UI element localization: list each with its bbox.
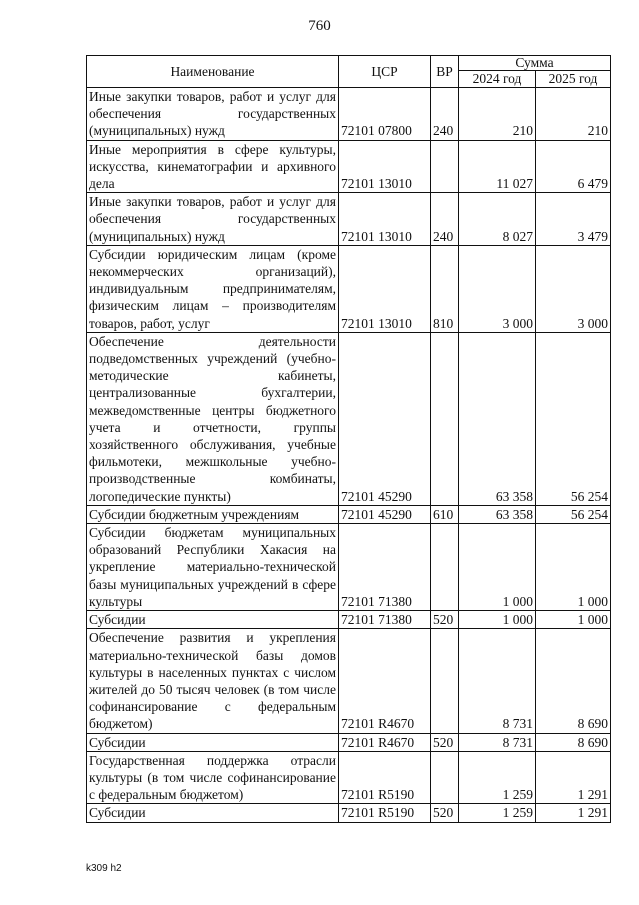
row-vr: 520	[431, 611, 459, 629]
row-name: Субсидии	[87, 733, 339, 751]
row-amount-2025: 56 254	[536, 505, 611, 523]
row-amount-2024: 1 259	[459, 751, 536, 804]
row-amount-2024: 3 000	[459, 245, 536, 332]
table-header-row	[87, 56, 611, 71]
row-vr	[431, 629, 459, 733]
row-name: Обеспечение деятельности подведомственных учреждений (учебно-методические кабинеты, централизованные бухгалтерии, межведомственные центры бюджетного учета и отчетности, группы хозяйственного обслуживания, учебные фильмотеки, межшкольные учебно-производственные комбинаты, логопедические пункты)	[87, 332, 339, 505]
table-row	[87, 245, 611, 332]
row-vr	[431, 751, 459, 804]
row-vr: 520	[431, 804, 459, 822]
table-row	[87, 804, 611, 822]
row-name: Иные мероприятия в сфере культуры, искусства, кинематографии и архивного дела	[87, 140, 339, 193]
header-year-2024: 2024 год	[459, 71, 536, 88]
row-amount-2025: 8 690	[536, 629, 611, 733]
row-amount-2025: 3 479	[536, 193, 611, 246]
row-name: Субсидии	[87, 804, 339, 822]
budget-table	[86, 55, 611, 823]
row-vr: 240	[431, 193, 459, 246]
row-amount-2024: 210	[459, 88, 536, 141]
row-name: Субсидии бюджетным учреждениям	[87, 505, 339, 523]
footer-code: k309 h2	[86, 863, 122, 874]
row-name: Государственная поддержка отрасли культуры (в том числе софинансирование с федеральным бюджетом)	[87, 751, 339, 804]
row-amount-2024: 63 358	[459, 332, 536, 505]
row-csr: 72101 71380	[339, 524, 431, 611]
row-name: Иные закупки товаров, работ и услуг для обеспечения государственных (муниципальных) нужд	[87, 193, 339, 246]
row-csr: 72101 R4670	[339, 733, 431, 751]
row-amount-2025: 6 479	[536, 140, 611, 193]
table-row	[87, 505, 611, 523]
page-number: 760	[308, 18, 331, 34]
table-row	[87, 193, 611, 246]
row-amount-2024: 1 259	[459, 804, 536, 822]
row-name: Субсидии бюджетам муниципальных образований Республики Хакасия на укрепление материально-технической базы муниципальных учреждений в сфере культуры	[87, 524, 339, 611]
row-csr: 72101 07800	[339, 88, 431, 141]
row-name: Субсидии юридическим лицам (кроме некоммерческих организаций), индивидуальным предпринимателям, физическим лицам – производителям товаров, работ, услуг	[87, 245, 339, 332]
row-name: Иные закупки товаров, работ и услуг для обеспечения государственных (муниципальных) нужд	[87, 88, 339, 141]
table-row	[87, 332, 611, 505]
row-amount-2025: 1 000	[536, 611, 611, 629]
row-csr: 72101 R4670	[339, 629, 431, 733]
row-vr	[431, 524, 459, 611]
row-amount-2024: 11 027	[459, 140, 536, 193]
row-vr: 520	[431, 733, 459, 751]
row-csr: 72101 13010	[339, 140, 431, 193]
header-year-2025: 2025 год	[536, 71, 611, 88]
row-amount-2024: 8 027	[459, 193, 536, 246]
table-row	[87, 140, 611, 193]
row-csr: 72101 13010	[339, 245, 431, 332]
row-amount-2025: 56 254	[536, 332, 611, 505]
table-body	[87, 88, 611, 823]
row-amount-2024: 1 000	[459, 611, 536, 629]
row-amount-2024: 8 731	[459, 629, 536, 733]
table-row	[87, 88, 611, 141]
row-vr: 240	[431, 88, 459, 141]
table-row	[87, 629, 611, 733]
row-amount-2024: 8 731	[459, 733, 536, 751]
header-name: Наименование	[87, 56, 339, 88]
table-row	[87, 733, 611, 751]
row-amount-2025: 210	[536, 88, 611, 141]
row-amount-2025: 1 291	[536, 804, 611, 822]
header-vr: ВР	[431, 56, 459, 88]
row-csr: 72101 45290	[339, 505, 431, 523]
table-row	[87, 611, 611, 629]
header-sum: Сумма	[459, 56, 611, 71]
row-amount-2024: 1 000	[459, 524, 536, 611]
row-amount-2025: 8 690	[536, 733, 611, 751]
row-amount-2025: 1 000	[536, 524, 611, 611]
row-amount-2025: 3 000	[536, 245, 611, 332]
row-name: Обеспечение развития и укрепления материально-технической базы домов культуры в населенных пунктах с числом жителей до 50 тысяч человек (в том числе софинансирование с федеральным бюджетом)	[87, 629, 339, 733]
header-csr: ЦСР	[339, 56, 431, 88]
row-vr	[431, 140, 459, 193]
row-csr: 72101 13010	[339, 193, 431, 246]
table-row	[87, 524, 611, 611]
row-name: Субсидии	[87, 611, 339, 629]
row-amount-2024: 63 358	[459, 505, 536, 523]
row-amount-2025: 1 291	[536, 751, 611, 804]
row-csr: 72101 71380	[339, 611, 431, 629]
row-vr: 610	[431, 505, 459, 523]
row-csr: 72101 R5190	[339, 751, 431, 804]
table-row	[87, 751, 611, 804]
row-csr: 72101 R5190	[339, 804, 431, 822]
row-csr: 72101 45290	[339, 332, 431, 505]
row-vr	[431, 332, 459, 505]
row-vr: 810	[431, 245, 459, 332]
